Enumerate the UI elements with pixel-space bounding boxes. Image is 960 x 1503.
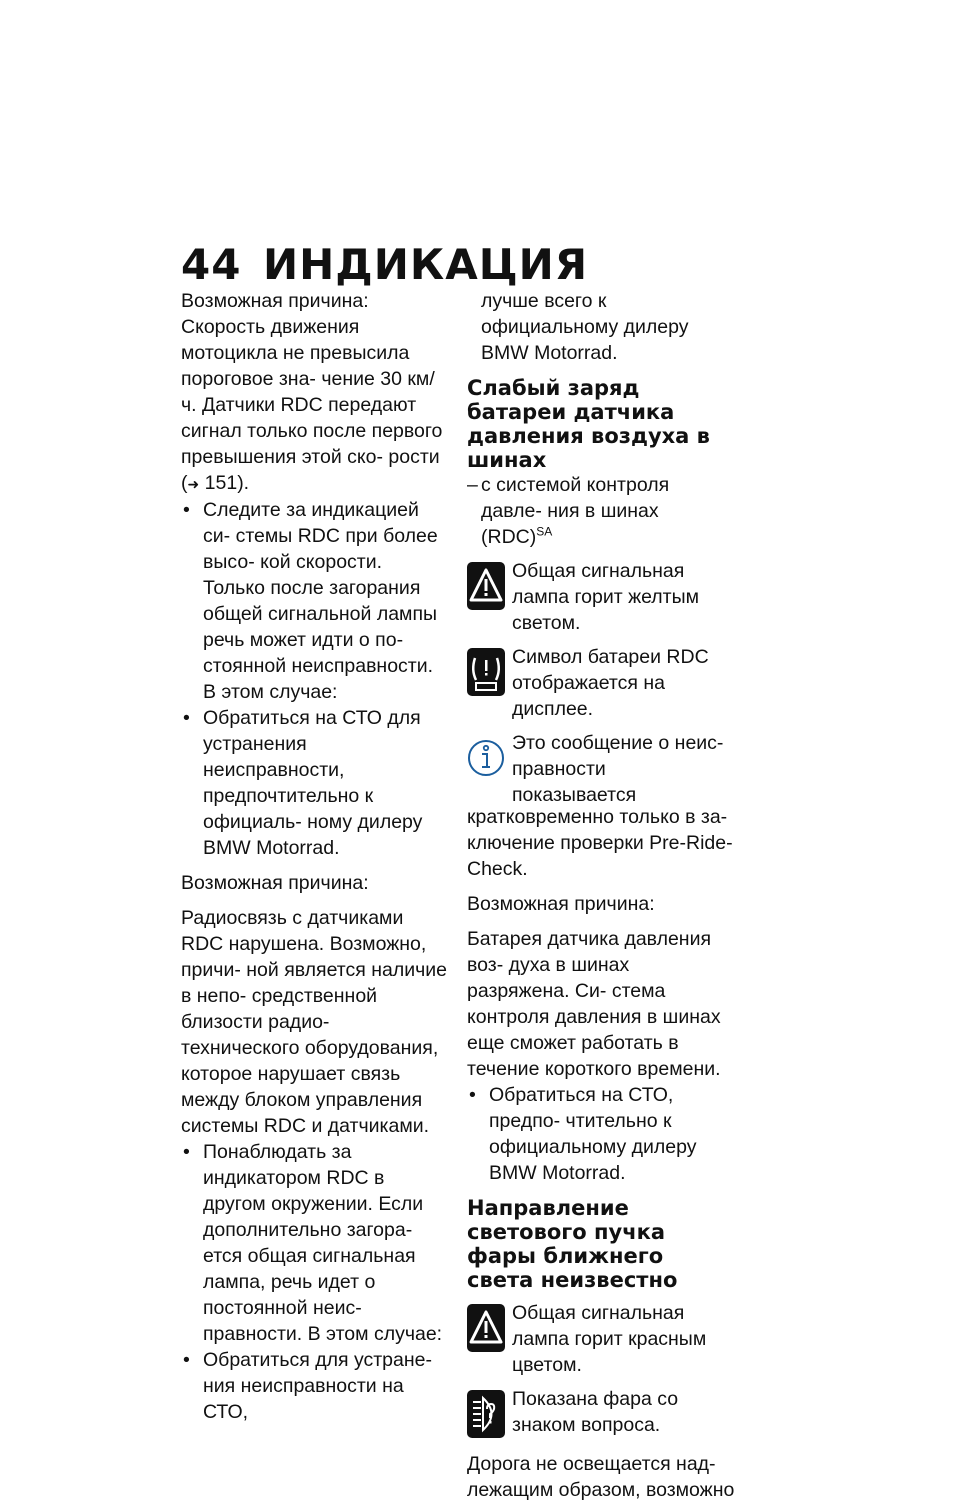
cause-label-2: Возможная причина: <box>181 872 369 894</box>
sa-badge: SA <box>536 524 553 539</box>
warning-triangle-icon <box>467 562 505 610</box>
info-text: кратковременно только в за- ключение проверки Pre-Ride- Check. <box>467 806 733 880</box>
indicator-text: Общая сигнальная лампа горит красным цветом. <box>512 1302 707 1376</box>
section-heading-headlight: Направление светового пучка фары ближнего света неизвестно <box>467 1196 678 1292</box>
page-header <box>181 240 588 289</box>
cause-text-2: Радиосвязь с датчиками RDC нарушена. Возможно, причи- ной является наличие в непо- средственной близости радио- технического оборудования, которое нарушает связь между блоком управления системы RDC и датчиками. <box>181 907 448 1137</box>
bullet-item: • Следите за индикацией си- стемы RDC при более высо- кой скорости. Только после загорания общей сигнальной лампы речь может идти о по- стоянной неисправности. В этом случае: <box>181 497 449 705</box>
right-column <box>467 288 735 1503</box>
section-heading-battery: Слабый заряд батареи датчика давления воздуха в шинах <box>467 376 710 472</box>
page-number: 44 <box>181 240 242 289</box>
warning-triangle-icon <box>467 1304 505 1352</box>
indicator-row <box>467 644 735 722</box>
cause-text-4: Дорога не освещается над- лежащим образом, возможно <box>467 1453 735 1501</box>
left-column <box>181 288 449 1425</box>
info-row: Это сообщение о неис- правности показывается <box>467 730 735 808</box>
bullet-item: • Обратиться для устране- ния неисправности на СТО, <box>181 1347 449 1425</box>
equipment-note: – с системой контроля давле- ния в шинах (RDC)$^{SA}$ <box>467 472 735 550</box>
bullet-item: • Понаблюдать за индикатором RDC в другом окружении. Если дополнительно загора- ется общая сигнальная лампа, речь идет о постоянной неис- правности. В этом случае: <box>181 1139 449 1347</box>
indicator-row <box>467 558 735 636</box>
cause-label-1: Возможная причина: <box>181 290 369 312</box>
indicator-text: Общая сигнальная лампа горит желтым светом. <box>512 560 700 634</box>
page-ref[interactable]: 151). <box>204 472 250 494</box>
indicator-text: Показана фара со знаком вопроса. <box>512 1388 679 1436</box>
cause-text-3: Батарея датчика давления воз- духа в шинах разряжена. Си- стема контроля давления в шинах еще сможет работать в течение короткого времени. <box>467 928 721 1080</box>
indicator-row <box>467 1386 735 1442</box>
tire-pressure-battery-icon <box>467 648 505 696</box>
page-title: ИНДИКАЦИЯ <box>263 240 589 289</box>
cause-text-1: Скорость движения мотоцикла не превысила пороговое зна- чение 30 км/ч. Датчики RDC передают сигнал только после первого превышения этой ско- рости (➜ 151). <box>181 316 443 494</box>
bullet-item: • Обратиться на СТО для устранения неисправности, предпочтительно к официаль- ному дилеру BMW Motorrad. <box>181 705 449 861</box>
indicator-text: Символ батареи RDC отображается на дисплее. <box>512 646 709 720</box>
bullet-item: • Обратиться на СТО, предпо- чтительно к официальному дилеру BMW Motorrad. <box>467 1082 735 1186</box>
headlight-question-icon <box>467 1390 505 1438</box>
cause-label-3: Возможная причина: <box>467 893 655 915</box>
info-icon <box>467 734 505 782</box>
continued-text: лучше всего к официальному дилеру BMW Motorrad. <box>481 290 689 364</box>
page-ref-arrow-icon[interactable]: ➜ <box>187 476 200 492</box>
indicator-row <box>467 1300 735 1378</box>
